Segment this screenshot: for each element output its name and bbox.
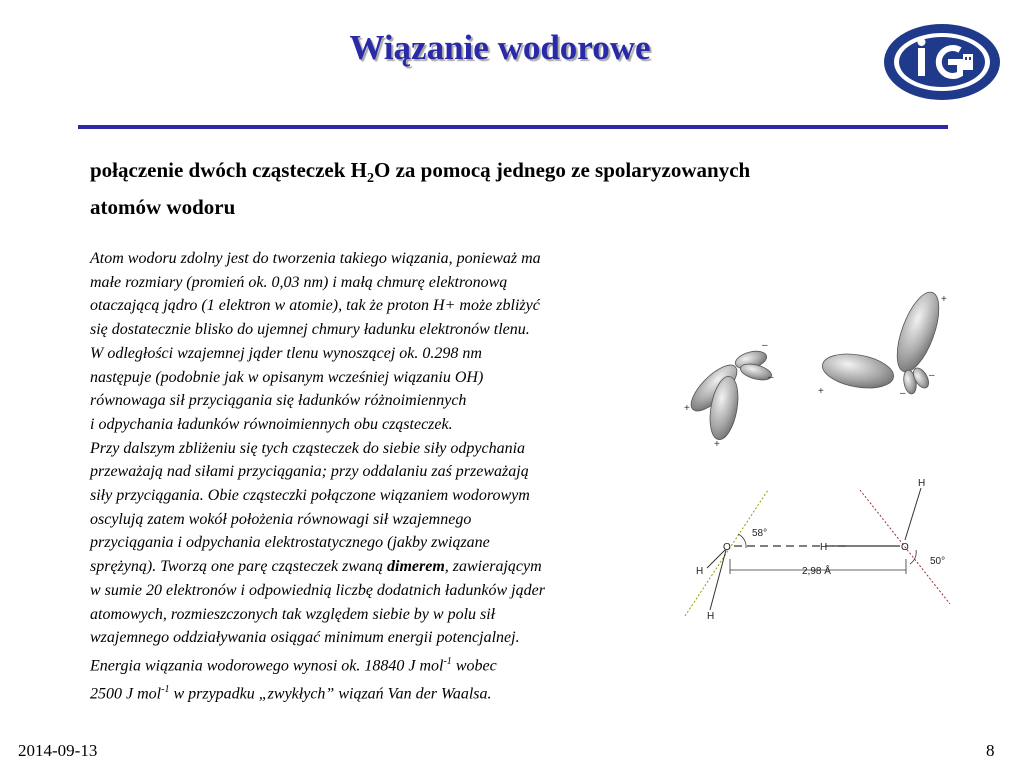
dimer-before: sprężyną). Tworzą one parę cząsteczek zwaną (90, 558, 388, 576)
body-line: Przy dalszym zbliżeniu się tych cząsteczek do siebie siły odpychania (90, 439, 526, 457)
charge-plus: + (714, 439, 720, 450)
slide-subtitle (90, 156, 930, 222)
hydrogen-bond-geometry-diagram (680, 474, 970, 624)
atom-hydrogen-bridge: H (820, 542, 828, 553)
slide-title: Wiązanie wodorowe (349, 28, 651, 67)
body-line: przeważają nad siłami przyciągania; przy oddalaniu zaś przeważają (90, 463, 529, 481)
body-line-dimer (90, 555, 670, 579)
distance-label: 2,98 Å (802, 566, 831, 577)
footer-date: 2014-09-13 (18, 741, 98, 760)
page-number: 8 (986, 741, 995, 760)
body-line: wzajemnego oddziaływania osiągać minimum energii potencjalnej. (90, 629, 520, 647)
atom-hydrogen-left-2: H (707, 611, 715, 622)
charge-plus: + (684, 403, 690, 414)
orbital-diagram (676, 280, 966, 455)
body-line-vdw (90, 678, 670, 706)
body-line: przyciągania i odpychania elektrostatycznego (jakby związane (90, 534, 490, 552)
dimer-term: dimerem (387, 558, 445, 576)
body-line: otaczającą jądro (1 elektron w atomie), tak że proton H+ może zbliżyć (90, 297, 540, 315)
charge-minus: – (929, 370, 935, 381)
body-line-energy (90, 650, 670, 678)
body-line: oscylują zatem wokół położenia równowagi sił wzajemnego (90, 510, 472, 528)
angle-right-label: 50° (930, 556, 946, 567)
body-line: się dostatecznie blisko do ujemnej chmury ładunku elektronów tlenu. (90, 321, 530, 339)
charge-plus: + (941, 294, 947, 305)
subtitle-text-3: atomów wodoru (90, 195, 236, 220)
body-line: następuje (podobnie jak w opisanym wcześniej wiązaniu OH) (90, 368, 484, 386)
water-orbital-left (684, 348, 773, 442)
body-line: równowaga sił przyciągania się ładunków różnoimiennych (90, 392, 467, 410)
vdw-text: 2500 J mol (90, 685, 162, 703)
angle-left-label: 58° (752, 528, 768, 539)
charge-minus: – (762, 340, 768, 351)
vdw-text-2: w przypadku „zwykłych” wiązań Van der Waalsa. (169, 685, 492, 703)
charge-plus: + (818, 386, 824, 397)
atom-oxygen-left: O (723, 542, 731, 553)
atom-hydrogen-right: H (918, 478, 926, 489)
charge-minus: – (900, 388, 906, 399)
subtitle-text-1: połączenie dwóch cząsteczek H (90, 158, 368, 182)
subtitle-text-2: O za pomocą jednego ze spolaryzowanych (374, 158, 751, 182)
body-paragraph (90, 247, 670, 706)
charge-minus: – (768, 372, 774, 383)
ig-logo (880, 20, 1004, 104)
body-line: w sumie 20 elektronów i odpowiednią liczbę dodatnich ładunków jąder (90, 581, 545, 599)
energy-exponent: -1 (443, 655, 452, 667)
dimer-after: , zawierającym (444, 558, 542, 576)
body-line: W odległości wzajemnej jąder tlenu wynoszącej ok. 0.298 nm (90, 344, 482, 362)
title-divider (78, 125, 948, 129)
atom-oxygen-right: O (901, 542, 909, 553)
body-line: siły przyciągania. Obie cząsteczki połączone wiązaniem wodorowym (90, 487, 530, 505)
subtitle-subscript: 2 (367, 171, 375, 187)
body-line: małe rozmiary (promień ok. 0,03 nm) i małą chmurę elektronową (90, 273, 508, 291)
body-line: atomowych, rozmieszczonych tak względem siebie by w polu sił (90, 605, 496, 623)
energy-text: Energia wiązania wodorowego wynosi ok. 18840 J mol (90, 657, 444, 675)
atom-hydrogen-left-1: H (696, 566, 704, 577)
vdw-exponent: -1 (161, 683, 170, 695)
energy-text-2: wobec (451, 657, 497, 675)
body-line: Atom wodoru zdolny jest do tworzenia takiego wiązania, ponieważ ma (90, 250, 541, 267)
body-line: i odpychania ładunków równoimiennych obu cząsteczek. (90, 415, 453, 433)
